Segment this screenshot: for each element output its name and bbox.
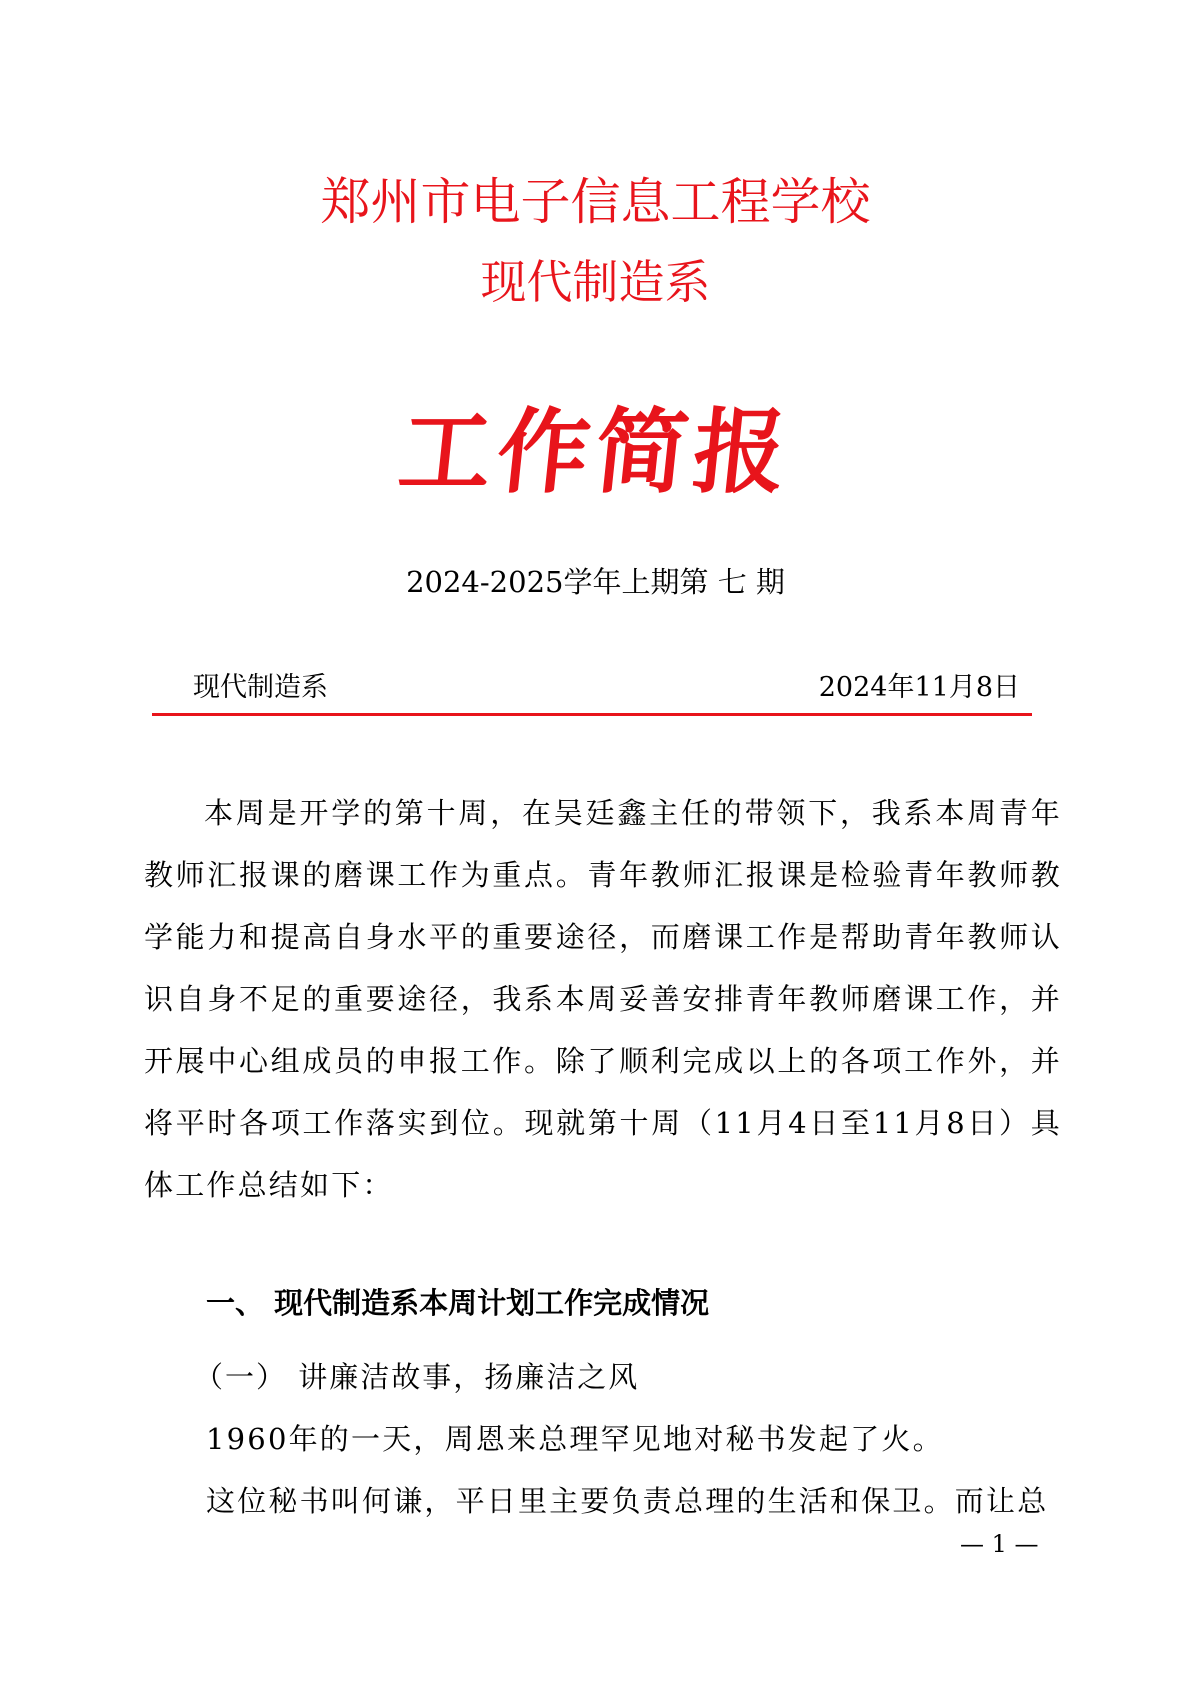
story-paragraph-1: 1960年的一天，周恩来总理罕见地对秘书发起了火。 [206,1422,944,1456]
issue-date: 2024年11月8日 [818,672,1020,703]
school-name: 郑州市电子信息工程学校 [320,173,871,231]
bulletin-title: 工作简报 [393,399,798,506]
sub-heading: （一） 讲廉洁故事，扬廉洁之风 [194,1360,640,1394]
intro-paragraph: 本周是开学的第十周，在吴廷鑫主任的带领下，我系本周青年教师汇报课的磨课工作为重点。青年教师汇报课是检验青年教师教学能力和提高自身水平的重要途径，而磨课工作是帮助青年教师认识自身不足的重要途径，我系本周妥善安排青年教师磨课工作，并开展中心组成员的申报工作。除了顺利完成以上的各项工作外，并将平时各项工作落实到位。现就第十周（11月4日至11月8日）具体工作总结如下： [144,796,1062,1202]
story-paragraph-2: 这位秘书叫何谦，平日里主要负责总理的生活和保卫。而让总 [206,1484,1049,1518]
page-number: — 1 — [960,1530,1039,1558]
sender-department: 现代制造系 [193,672,328,703]
department-name: 现代制造系 [480,255,711,309]
red-divider-line [152,713,1032,716]
issue-number: 2024-2025学年上期第 七 期 [406,565,785,599]
section-heading: 一、 现代制造系本周计划工作完成情况 [206,1286,710,1320]
